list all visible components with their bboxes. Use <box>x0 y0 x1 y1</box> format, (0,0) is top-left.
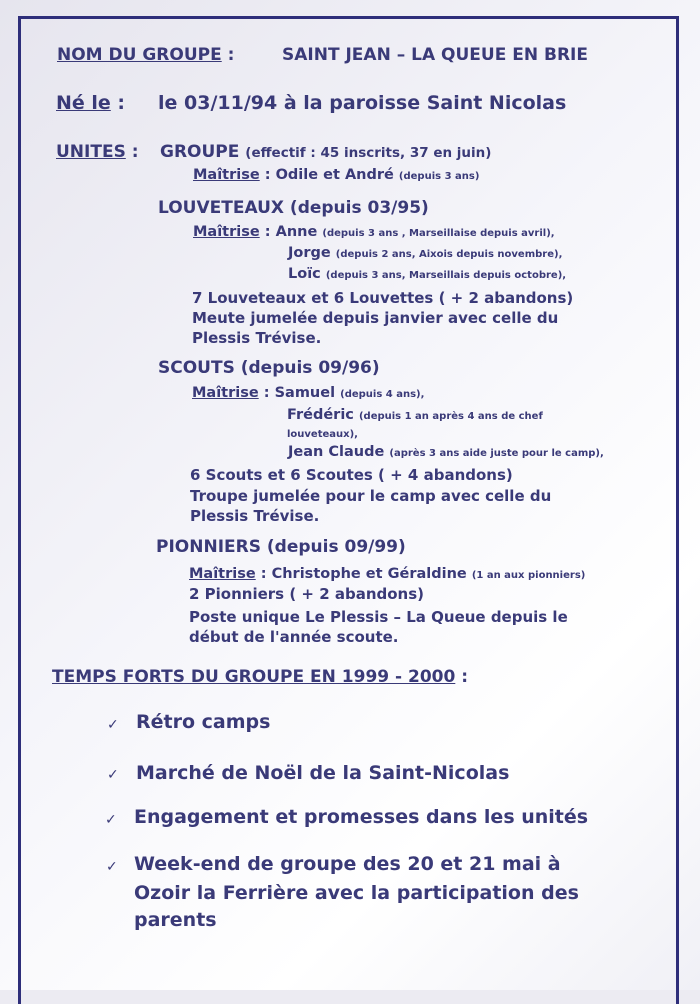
scouts-chef-2-note: (depuis 1 an après 4 ans de chef <box>358 411 543 422</box>
temps-forts-title: TEMPS FORTS DU GROUPE EN 1999 - 2000 <box>52 667 456 687</box>
scouts-maitrise-label: Maîtrise <box>192 385 259 401</box>
pionniers-maitrise-text: : Christophe et Géraldine <box>255 566 467 582</box>
groupe-maitrise-text: : Odile et André <box>259 167 394 183</box>
pionniers-maitrise-note: (1 an aux pionniers) <box>471 570 586 581</box>
louveteaux-title: LOUVETEAUX (depuis 03/95) <box>158 198 429 218</box>
groupe-maitrise-note: (depuis 3 ans) <box>398 171 480 182</box>
scouts-chef-1-note: (depuis 4 ans), <box>340 389 425 400</box>
scouts-chef-1-name: : Samuel <box>258 385 336 401</box>
louveteaux-jumelage-2: Plessis Trévise. <box>192 329 322 347</box>
louveteaux-chef-1-note: (depuis 3 ans , Marseillaise depuis avril), <box>322 228 555 239</box>
groupe-title: GROUPE <box>160 142 240 162</box>
groupe-note: (effectif : 45 inscrits, 37 en juin) <box>245 145 492 161</box>
temps-forts-heading <box>52 667 468 687</box>
checkmark-icon: ✓ <box>107 767 119 783</box>
checkmark-icon: ✓ <box>105 812 117 828</box>
temps-forts-item-4-line-1: Week-end de groupe des 20 et 21 mai à <box>134 853 561 875</box>
units-separator: : <box>125 142 139 162</box>
temps-forts-item-3: Engagement et promesses dans les unités <box>134 806 589 828</box>
scouts-jumelage-2: Plessis Trévise. <box>190 507 320 525</box>
scouts-effectif: 6 Scouts et 6 Scoutes ( + 4 abandons) <box>190 466 513 484</box>
founded-separator: : <box>110 92 126 114</box>
pionniers-title: PIONNIERS (depuis 09/99) <box>156 537 406 557</box>
scouts-chef-2-note-cont: louveteaux), <box>287 429 358 440</box>
founded-row <box>56 92 125 114</box>
founded-value: le 03/11/94 à la paroisse Saint Nicolas <box>158 92 567 114</box>
founded-label: Né le <box>56 92 111 114</box>
scouts-title: SCOUTS (depuis 09/96) <box>158 358 380 378</box>
scouts-chef-2 <box>287 407 543 423</box>
group-name-value: SAINT JEAN – LA QUEUE EN BRIE <box>282 45 588 65</box>
temps-forts-item-1: Rétro camps <box>136 711 271 733</box>
louveteaux-chef-2-name: Jorge <box>288 245 331 261</box>
louveteaux-chef-3-note: (depuis 3 ans, Marseillais depuis octobre), <box>325 270 567 281</box>
louveteaux-chef-3-name: Loïc <box>288 266 321 282</box>
pionniers-maitrise <box>189 566 585 582</box>
louveteaux-chef-3 <box>288 266 566 282</box>
temps-forts-separator: : <box>455 667 469 687</box>
scouts-chef-1 <box>192 385 424 401</box>
scouts-jumelage: Troupe jumelée pour le camp avec celle du <box>190 487 552 505</box>
louveteaux-chef-1-name: : Anne <box>259 224 318 240</box>
scouts-chef-3 <box>288 444 604 460</box>
units-label: UNITES <box>56 142 126 162</box>
group-name-row <box>57 45 234 65</box>
louveteaux-maitrise-label: Maîtrise <box>193 224 260 240</box>
louveteaux-jumelage: Meute jumelée depuis janvier avec celle du <box>192 309 559 327</box>
checkmark-icon: ✓ <box>106 859 118 875</box>
louveteaux-effectif: 7 Louveteaux et 6 Louvettes ( + 2 abandons) <box>192 289 574 307</box>
scouts-chef-3-name: Jean Claude <box>288 444 385 460</box>
louveteaux-chef-1 <box>193 224 555 240</box>
temps-forts-item-4-line-3: parents <box>134 909 217 931</box>
scouts-chef-3-note: (après 3 ans aide juste pour le camp), <box>389 448 604 459</box>
groupe-heading <box>160 142 491 162</box>
louveteaux-chef-2-note: (depuis 2 ans, Aixois depuis novembre), <box>335 249 563 260</box>
louveteaux-chef-2 <box>288 245 562 261</box>
units-row <box>56 142 139 162</box>
groupe-maitrise-label: Maîtrise <box>193 167 260 183</box>
pionniers-poste: Poste unique Le Plessis – La Queue depuis le <box>189 608 568 626</box>
pionniers-effectif: 2 Pionniers ( + 2 abandons) <box>189 585 425 603</box>
temps-forts-item-2: Marché de Noël de la Saint-Nicolas <box>136 762 510 784</box>
groupe-maitrise <box>193 167 479 183</box>
pionniers-maitrise-label: Maîtrise <box>189 566 256 582</box>
checkmark-icon: ✓ <box>107 717 119 733</box>
group-name-separator: : <box>221 45 235 65</box>
pionniers-poste-2: début de l'année scoute. <box>189 628 399 646</box>
group-name-label: NOM DU GROUPE <box>57 45 222 65</box>
temps-forts-item-4-line-2: Ozoir la Ferrière avec la participation des <box>134 882 579 904</box>
scouts-chef-2-name: Frédéric <box>287 407 354 423</box>
